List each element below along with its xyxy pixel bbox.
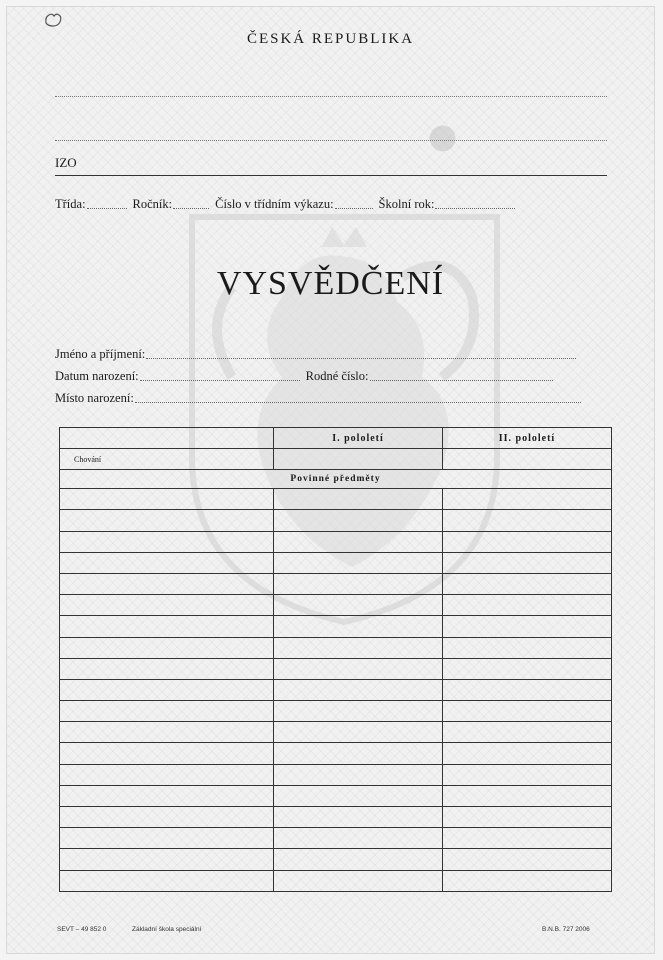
subject-name-cell[interactable] bbox=[60, 616, 274, 637]
rocnik-field[interactable] bbox=[173, 198, 209, 209]
grade-second-cell[interactable] bbox=[443, 637, 612, 658]
subject-name-cell[interactable] bbox=[60, 764, 274, 785]
subject-name-cell[interactable] bbox=[60, 510, 274, 531]
subject-name-cell[interactable] bbox=[60, 828, 274, 849]
skolni-rok-label: Školní rok: bbox=[378, 197, 435, 211]
grade-second-cell[interactable] bbox=[443, 701, 612, 722]
subject-name-cell[interactable] bbox=[60, 573, 274, 594]
subject-name-cell[interactable] bbox=[60, 870, 274, 891]
birth-place-row bbox=[55, 391, 587, 406]
corner-hand-icon bbox=[43, 11, 65, 29]
reference-code: B.N.B. 727 2006 bbox=[542, 926, 590, 933]
subject-row bbox=[60, 510, 612, 531]
behavior-grade-first[interactable] bbox=[274, 449, 443, 470]
cislo-label: Číslo v třídním výkazu: bbox=[215, 197, 334, 211]
subject-row bbox=[60, 552, 612, 573]
grade-first-cell[interactable] bbox=[274, 849, 443, 870]
grades-table bbox=[59, 427, 612, 892]
izo-label: IZO bbox=[55, 155, 77, 170]
grade-first-cell[interactable] bbox=[274, 510, 443, 531]
skolni-rok-field[interactable] bbox=[435, 198, 515, 209]
subject-row bbox=[60, 595, 612, 616]
grade-second-cell[interactable] bbox=[443, 489, 612, 510]
grade-second-cell[interactable] bbox=[443, 764, 612, 785]
subject-row bbox=[60, 701, 612, 722]
subject-column-header bbox=[60, 428, 274, 449]
subject-name-cell[interactable] bbox=[60, 807, 274, 828]
birth-number-label: Rodné číslo: bbox=[305, 369, 369, 383]
behavior-row bbox=[60, 449, 612, 470]
subject-row bbox=[60, 489, 612, 510]
name-label: Jméno a příjmení: bbox=[55, 347, 146, 361]
trida-field[interactable] bbox=[87, 198, 127, 209]
subject-name-cell[interactable] bbox=[60, 658, 274, 679]
grade-second-cell[interactable] bbox=[443, 616, 612, 637]
subject-name-cell[interactable] bbox=[60, 489, 274, 510]
certificate-form bbox=[6, 6, 655, 954]
grade-first-cell[interactable] bbox=[274, 764, 443, 785]
section-row bbox=[60, 470, 612, 489]
school-name-line-1[interactable] bbox=[55, 96, 607, 97]
behavior-label: Chování bbox=[60, 449, 274, 470]
school-type: Základní škola speciální bbox=[132, 926, 202, 933]
birth-row bbox=[55, 369, 559, 384]
subject-row bbox=[60, 828, 612, 849]
second-semester-header: II. pololetí bbox=[443, 428, 612, 449]
subject-row bbox=[60, 807, 612, 828]
grade-first-cell[interactable] bbox=[274, 807, 443, 828]
subject-row bbox=[60, 531, 612, 552]
grade-first-cell[interactable] bbox=[274, 722, 443, 743]
mandatory-subjects-section: Povinné předměty bbox=[60, 470, 612, 489]
grade-second-cell[interactable] bbox=[443, 828, 612, 849]
class-info-row bbox=[55, 197, 521, 212]
grade-second-cell[interactable] bbox=[443, 785, 612, 806]
first-semester-header: I. pololetí bbox=[274, 428, 443, 449]
subject-row bbox=[60, 637, 612, 658]
subject-row bbox=[60, 764, 612, 785]
grade-first-cell[interactable] bbox=[274, 616, 443, 637]
grade-first-cell[interactable] bbox=[274, 552, 443, 573]
country-heading: ČESKÁ REPUBLIKA bbox=[246, 31, 415, 47]
birth-date-field[interactable] bbox=[140, 370, 300, 381]
subject-name-cell[interactable] bbox=[60, 637, 274, 658]
name-field[interactable] bbox=[146, 348, 576, 359]
grade-second-cell[interactable] bbox=[443, 552, 612, 573]
subject-row bbox=[60, 616, 612, 637]
subject-name-cell[interactable] bbox=[60, 701, 274, 722]
grade-second-cell[interactable] bbox=[443, 870, 612, 891]
behavior-grade-second[interactable] bbox=[443, 449, 612, 470]
document-title: VYSVĚDČENÍ bbox=[216, 265, 445, 302]
grade-first-cell[interactable] bbox=[274, 489, 443, 510]
grade-first-cell[interactable] bbox=[274, 785, 443, 806]
school-name-line-2[interactable] bbox=[55, 140, 607, 141]
subject-name-cell[interactable] bbox=[60, 552, 274, 573]
grade-first-cell[interactable] bbox=[274, 870, 443, 891]
form-code: SEVT – 49 852 0 bbox=[57, 926, 107, 933]
subject-row bbox=[60, 658, 612, 679]
grade-second-cell[interactable] bbox=[443, 743, 612, 764]
grade-second-cell[interactable] bbox=[443, 807, 612, 828]
subject-name-cell[interactable] bbox=[60, 679, 274, 700]
subject-row bbox=[60, 722, 612, 743]
subject-row bbox=[60, 573, 612, 594]
birth-place-field[interactable] bbox=[135, 392, 581, 403]
subject-row bbox=[60, 870, 612, 891]
izo-field-line[interactable] bbox=[55, 175, 607, 176]
subject-name-cell[interactable] bbox=[60, 785, 274, 806]
grade-first-cell[interactable] bbox=[274, 658, 443, 679]
birth-place-label: Místo narození: bbox=[55, 391, 134, 405]
grade-second-cell[interactable] bbox=[443, 531, 612, 552]
table-header-row bbox=[60, 428, 612, 449]
grade-first-cell[interactable] bbox=[274, 595, 443, 616]
subject-row bbox=[60, 849, 612, 870]
cislo-field[interactable] bbox=[335, 198, 373, 209]
name-row bbox=[55, 347, 582, 362]
grade-first-cell[interactable] bbox=[274, 743, 443, 764]
grade-first-cell[interactable] bbox=[274, 828, 443, 849]
grade-second-cell[interactable] bbox=[443, 679, 612, 700]
grade-first-cell[interactable] bbox=[274, 637, 443, 658]
grade-second-cell[interactable] bbox=[443, 595, 612, 616]
subject-row bbox=[60, 743, 612, 764]
grade-first-cell[interactable] bbox=[274, 701, 443, 722]
grade-first-cell[interactable] bbox=[274, 573, 443, 594]
subject-row bbox=[60, 679, 612, 700]
subject-name-cell[interactable] bbox=[60, 849, 274, 870]
grade-second-cell[interactable] bbox=[443, 658, 612, 679]
grade-second-cell[interactable] bbox=[443, 573, 612, 594]
grade-second-cell[interactable] bbox=[443, 510, 612, 531]
subject-name-cell[interactable] bbox=[60, 595, 274, 616]
grade-second-cell[interactable] bbox=[443, 849, 612, 870]
watermark-text: • bbox=[392, 96, 493, 180]
subject-name-cell[interactable] bbox=[60, 743, 274, 764]
subject-row bbox=[60, 785, 612, 806]
subject-name-cell[interactable] bbox=[60, 531, 274, 552]
trida-label: Třída: bbox=[55, 197, 86, 211]
subject-name-cell[interactable] bbox=[60, 722, 274, 743]
birth-date-label: Datum narození: bbox=[55, 369, 139, 383]
birth-number-field[interactable] bbox=[370, 370, 553, 381]
rocnik-label: Ročník: bbox=[132, 197, 173, 211]
grade-first-cell[interactable] bbox=[274, 531, 443, 552]
grade-second-cell[interactable] bbox=[443, 722, 612, 743]
grade-first-cell[interactable] bbox=[274, 679, 443, 700]
